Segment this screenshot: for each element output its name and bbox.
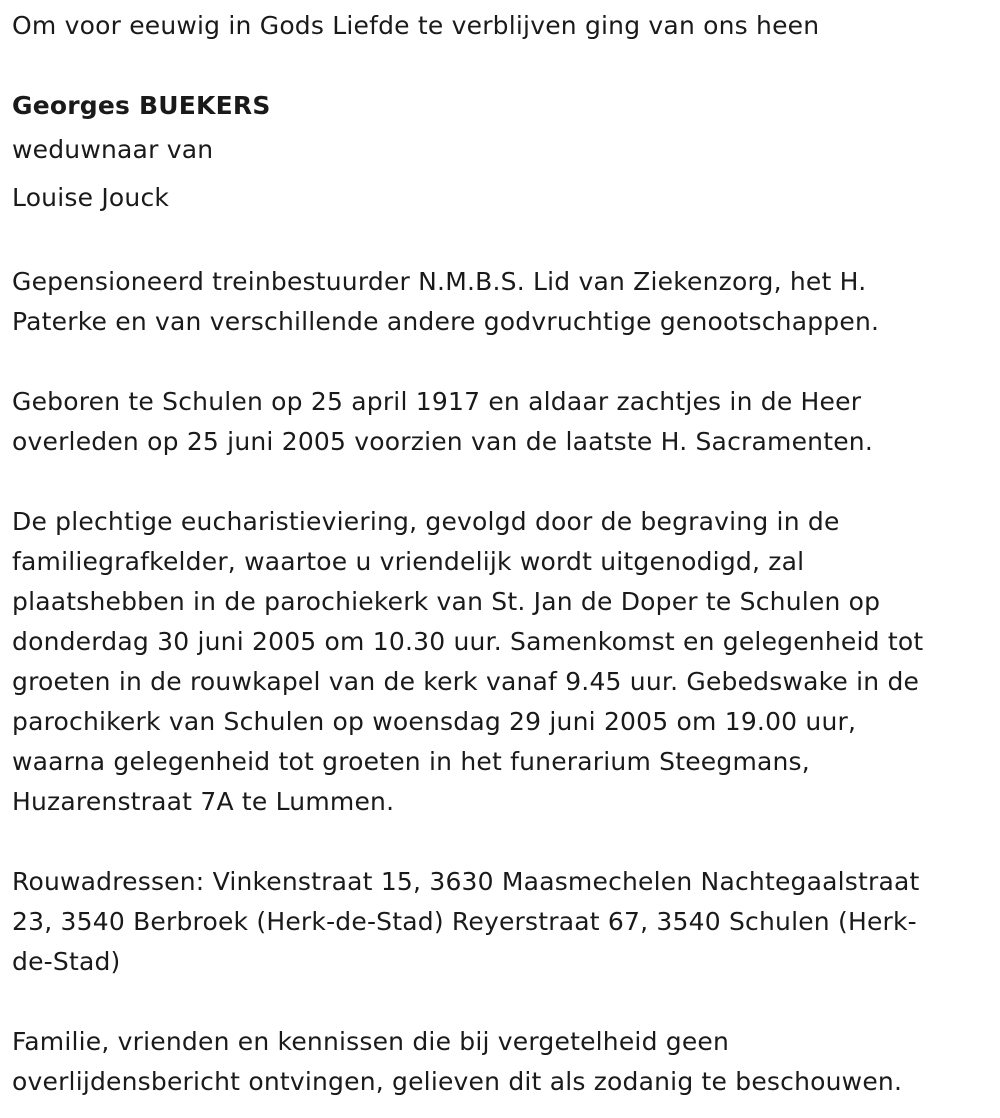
- paragraph-line: plaatshebben in de parochiekerk van St. Jan de Doper te Schulen op: [12, 587, 881, 616]
- paragraph-line: de-Stad): [12, 947, 121, 976]
- paragraph-line: Paterke en van verschillende andere godvruchtige genootschappen.: [12, 307, 880, 336]
- paragraph-line: Huzarenstraat 7A te Lummen.: [12, 787, 395, 816]
- paragraph-line: 23, 3540 Berbroek (Herk-de-Stad) Reyerstraat 67, 3540 Schulen (Herk-: [12, 907, 917, 936]
- relation-text: weduwnaar van: [12, 135, 214, 164]
- paragraph-line: overleden op 25 juni 2005 voorzien van de laatste H. Sacramenten.: [12, 427, 873, 456]
- spacer: [12, 342, 988, 382]
- paragraph-line: parochikerk van Schulen op woensdag 29 juni 2005 om 19.00 uur,: [12, 707, 857, 736]
- occupation-paragraph: [12, 262, 988, 342]
- paragraph-line: familiegrafkelder, waartoe u vriendelijk wordt uitgenodigd, zal: [12, 547, 805, 576]
- spacer: [12, 462, 988, 502]
- paragraph-line: overlijdensbericht ontvingen, gelieven dit als zodanig te beschouwen.: [12, 1067, 903, 1096]
- spacer: [12, 222, 988, 262]
- deceased-name: Georges BUEKERS: [12, 91, 271, 120]
- intro-text: Om voor eeuwig in Gods Liefde te verblijven ging van ons heen: [12, 11, 820, 40]
- paragraph-line: groeten in de rouwkapel van de kerk vanaf 9.45 uur. Gebedswake in de: [12, 667, 920, 696]
- closing-paragraph: [12, 1022, 988, 1102]
- paragraph-line: donderdag 30 juni 2005 om 10.30 uur. Samenkomst en gelegenheid tot: [12, 627, 924, 656]
- paragraph-line: Familie, vrienden en kennissen die bij vergetelheid geen: [12, 1027, 730, 1056]
- paragraph-line: De plechtige eucharistieviering, gevolgd door de begraving in de: [12, 507, 840, 536]
- paragraph-line: Rouwadressen: Vinkenstraat 15, 3630 Maasmechelen Nachtegaalstraat: [12, 867, 920, 896]
- paragraph-line: waarna gelegenheid tot groeten in het funerarium Steegmans,: [12, 747, 810, 776]
- spouse-name: Louise Jouck: [12, 183, 170, 212]
- ceremony-paragraph: [12, 502, 988, 822]
- addresses-paragraph: [12, 862, 988, 982]
- paragraph-line: Gepensioneerd treinbestuurder N.M.B.S. Lid van Ziekenzorg, het H.: [12, 267, 867, 296]
- birth-death-paragraph: [12, 382, 988, 462]
- spacer: [12, 822, 988, 862]
- spacer: [12, 982, 988, 1022]
- paragraph-line: Geboren te Schulen op 25 april 1917 en aldaar zachtjes in de Heer: [12, 387, 862, 416]
